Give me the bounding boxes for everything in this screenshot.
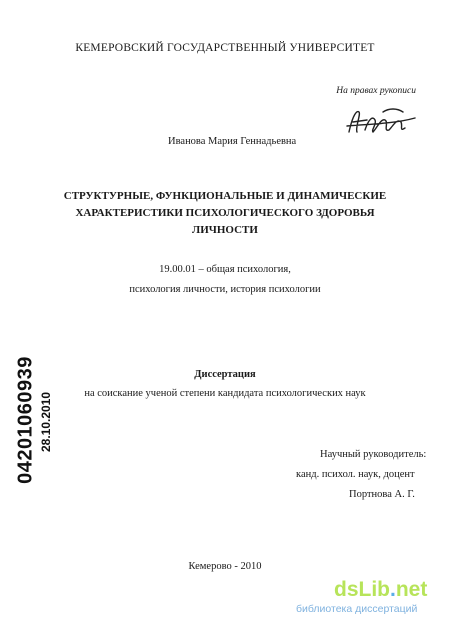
library-stamp-date: 28.10.2010 xyxy=(39,391,53,453)
city-year: Кемерово - 2010 xyxy=(188,561,262,572)
specialty-code: 19.00.01 – общая психология, xyxy=(159,264,291,275)
dissertation-purpose: на соискание ученой степени кандидата психологических наук xyxy=(84,388,366,399)
advisor-name: Портнова А. Г. xyxy=(349,489,415,500)
advisor-degree: канд. психол. наук, доцент xyxy=(296,469,415,480)
watermark-logo xyxy=(334,578,427,602)
watermark-brand-dot: . xyxy=(390,578,396,601)
title-line-3: ЛИЧНОСТИ xyxy=(192,224,258,236)
title-line-1: СТРУКТУРНЫЕ, ФУНКЦИОНАЛЬНЫЕ И ДИНАМИЧЕСКИЕ xyxy=(63,190,387,202)
watermark-brand-a: dsLib xyxy=(334,578,390,601)
advisor-title: Научный руководитель: xyxy=(320,449,427,460)
dissertation-label: Диссертация xyxy=(194,369,256,380)
specialty-name: психология личности, история психологии xyxy=(129,284,321,295)
rights-note: На правах рукописи xyxy=(336,86,416,96)
author-name: Иванова Мария Геннадьевна xyxy=(168,136,297,147)
library-stamp-number: 04201060939 xyxy=(14,356,37,484)
handwritten-signature xyxy=(343,104,421,140)
dissertation-title xyxy=(60,188,390,239)
watermark-tagline: библиотека диссертаций xyxy=(296,603,418,615)
watermark-brand-b: net xyxy=(395,578,428,601)
title-line-2: ХАРАКТЕРИСТИКИ ПСИХОЛОГИЧЕСКОГО ЗДОРОВЬЯ xyxy=(75,207,375,219)
university-name: КЕМЕРОВСКИЙ ГОСУДАРСТВЕННЫЙ УНИВЕРСИТЕТ xyxy=(75,42,375,54)
